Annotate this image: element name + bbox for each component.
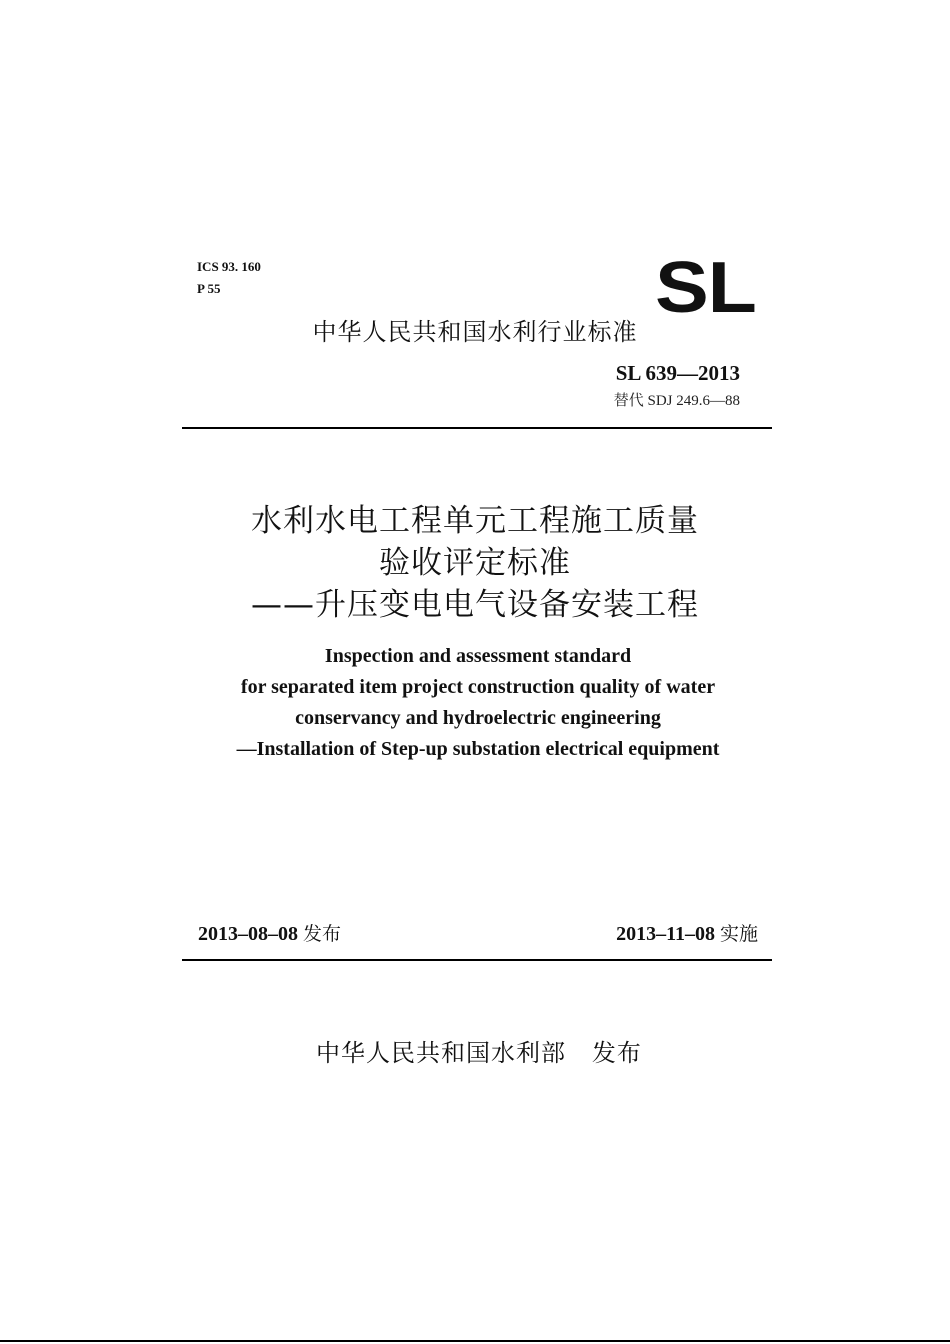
implementation-date-value: 2013–11–08 (616, 923, 715, 945)
implementation-word: 实施 (719, 923, 758, 945)
issue-word: 发布 (303, 923, 342, 945)
standard-code: SL 639—2013 (615, 361, 740, 385)
replaces-standard: 替代 SDJ 249.6—88 (613, 393, 740, 409)
publisher-name: 中华人民共和国水利部 (316, 1039, 566, 1067)
sl-logo: SL (655, 248, 756, 328)
chinese-title-line-2: 验收评定标准 (379, 545, 571, 581)
english-title-line-4: —Installation of Step-up substation electrical equipment (236, 738, 720, 760)
publisher-action: 发布 (591, 1039, 642, 1067)
implementation-date (616, 921, 758, 947)
issuer-title: 中华人民共和国水利行业标准 (312, 318, 638, 346)
chinese-title (0, 500, 950, 626)
issue-date (198, 921, 341, 947)
chinese-title-line-1: 水利水电工程单元工程施工质量 (251, 503, 699, 539)
ics-code: ICS 93. 160 (197, 259, 261, 274)
publisher (316, 1038, 642, 1068)
english-title-line-2: for separated item project construction quality of water (240, 676, 716, 698)
english-title (0, 641, 950, 765)
chinese-title-line-3: ——升压变电电气设备安装工程 (251, 587, 699, 623)
issue-date-value: 2013–08–08 (198, 923, 298, 945)
date-rule (182, 959, 772, 961)
bottom-edge-rule (0, 1340, 950, 1342)
header-rule (182, 427, 772, 429)
english-title-line-1: Inspection and assessment standard (324, 645, 632, 667)
ccs-code: P 55 (197, 281, 221, 296)
english-title-line-3: conservancy and hydroelectric engineering (295, 707, 661, 729)
